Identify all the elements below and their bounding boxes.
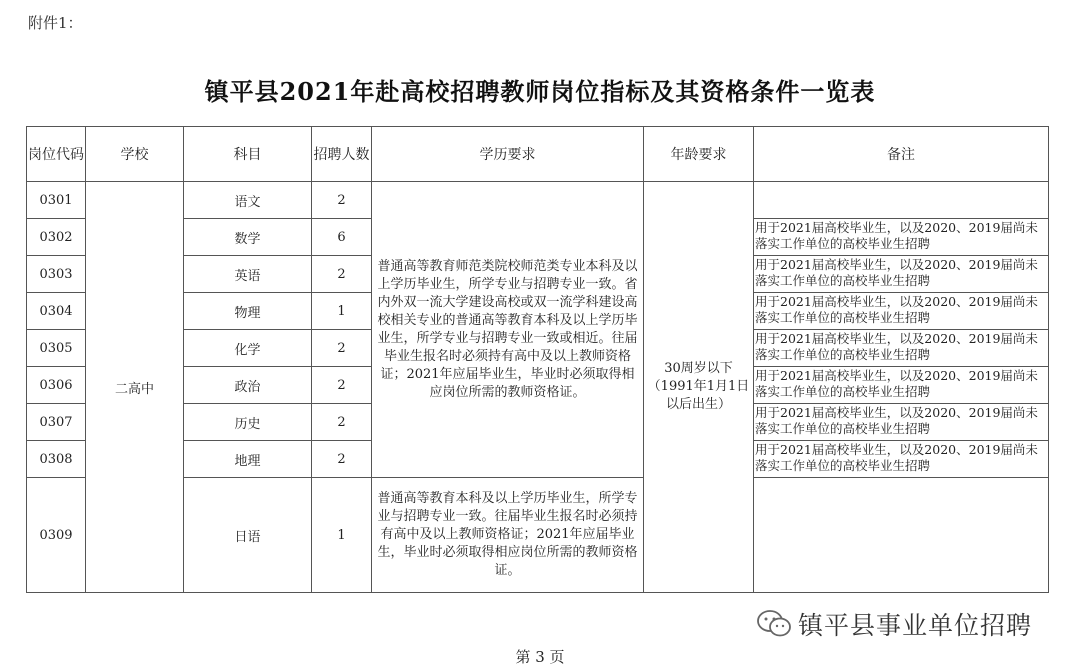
page-title: 镇平县2021年赴高校招聘教师岗位指标及其资格条件一览表 — [204, 77, 876, 106]
attachment-label: 附件1： — [28, 14, 83, 32]
cell-code: 0305 — [27, 330, 86, 367]
cell-remark: 用于2021届高校毕业生，以及2020、2019届尚未落实工作单位的高校毕业生招聘 — [754, 441, 1049, 478]
table-header-row — [27, 127, 1049, 182]
cell-school: 二高中 — [86, 182, 184, 593]
recruitment-table — [26, 126, 1049, 593]
cell-count: 6 — [312, 219, 372, 256]
header-code: 岗位代码 — [27, 127, 86, 182]
cell-subject: 日语 — [184, 478, 312, 593]
cell-code: 0307 — [27, 404, 86, 441]
cell-remark: 用于2021届高校毕业生，以及2020、2019届尚未落实工作单位的高校毕业生招聘 — [754, 256, 1049, 293]
watermark-text: 镇平县事业单位招聘 — [798, 611, 1033, 640]
table-row — [27, 182, 1049, 219]
wechat-watermark — [756, 606, 1032, 642]
cell-subject: 化学 — [184, 330, 312, 367]
cell-code: 0302 — [27, 219, 86, 256]
cell-code: 0309 — [27, 478, 86, 593]
cell-code: 0301 — [27, 182, 86, 219]
cell-count: 1 — [312, 478, 372, 593]
cell-code: 0303 — [27, 256, 86, 293]
cell-subject: 政治 — [184, 367, 312, 404]
cell-count: 2 — [312, 330, 372, 367]
cell-remark-empty — [754, 478, 1049, 593]
cell-count: 1 — [312, 293, 372, 330]
page-number: 第 3 页 — [515, 648, 565, 666]
cell-subject: 物理 — [184, 293, 312, 330]
header-remark: 备注 — [754, 127, 1049, 182]
cell-subject: 语文 — [184, 182, 312, 219]
cell-count: 2 — [312, 367, 372, 404]
cell-count: 2 — [312, 404, 372, 441]
cell-code: 0306 — [27, 367, 86, 404]
header-count: 招聘人数 — [312, 127, 372, 182]
wechat-icon — [756, 609, 792, 639]
header-school: 学校 — [86, 127, 184, 182]
cell-subject: 历史 — [184, 404, 312, 441]
cell-remark: 用于2021届高校毕业生，以及2020、2019届尚未落实工作单位的高校毕业生招聘 — [754, 367, 1049, 404]
cell-remark-empty — [754, 182, 1049, 219]
cell-code: 0308 — [27, 441, 86, 478]
cell-remark: 用于2021届高校毕业生，以及2020、2019届尚未落实工作单位的高校毕业生招聘 — [754, 219, 1049, 256]
header-subject: 科目 — [184, 127, 312, 182]
cell-remark: 用于2021届高校毕业生，以及2020、2019届尚未落实工作单位的高校毕业生招聘 — [754, 404, 1049, 441]
header-age: 年龄要求 — [644, 127, 754, 182]
cell-subject: 地理 — [184, 441, 312, 478]
cell-remark: 用于2021届高校毕业生，以及2020、2019届尚未落实工作单位的高校毕业生招聘 — [754, 293, 1049, 330]
cell-count: 2 — [312, 441, 372, 478]
cell-count: 2 — [312, 182, 372, 219]
cell-remark: 用于2021届高校毕业生，以及2020、2019届尚未落实工作单位的高校毕业生招聘 — [754, 330, 1049, 367]
cell-education-japanese: 普通高等教育本科及以上学历毕业生，所学专业与招聘专业一致。往届毕业生报名时必须持有高中及以上教师资格证；2021年应届毕业生，毕业时必须取得相应岗位所需的教师资格证。 — [372, 478, 644, 593]
header-education: 学历要求 — [372, 127, 644, 182]
cell-education-normal: 普通高等教育师范类院校师范类专业本科及以上学历毕业生，所学专业与招聘专业一致。省内外双一流大学建设高校或双一流学科建设高校相关专业的普通高等教育本科及以上学历毕业生，所学专业与招聘专业一致或相近。往届毕业生报名时必须持有高中及以上教师资格证；2021年应届毕业生，毕业时必须取得相应岗位所需的教师资格证。 — [372, 182, 644, 478]
cell-subject: 英语 — [184, 256, 312, 293]
cell-count: 2 — [312, 256, 372, 293]
cell-code: 0304 — [27, 293, 86, 330]
cell-subject: 数学 — [184, 219, 312, 256]
cell-age-requirement: 30周岁以下（1991年1月1日以后出生） — [644, 182, 754, 593]
